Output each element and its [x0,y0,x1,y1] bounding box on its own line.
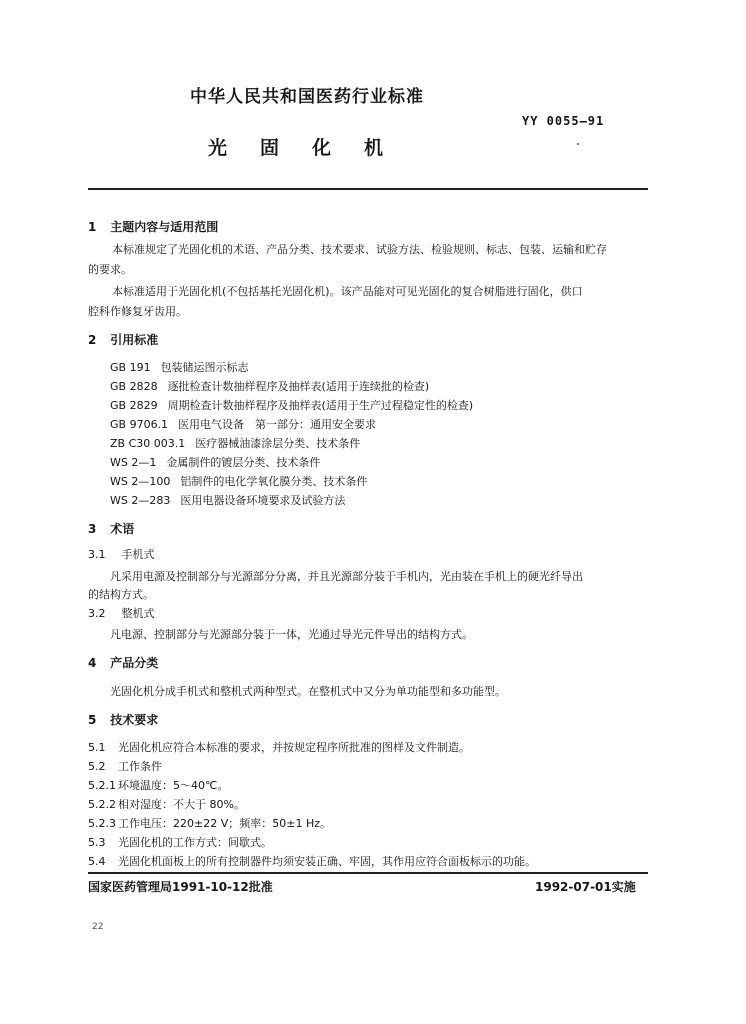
ref-code: WS 2—100 [110,475,171,488]
requirement-item [88,815,331,831]
section-1-paragraph-1 [88,240,648,280]
reference-item [110,416,376,432]
ref-code: GB 2828 [110,380,158,393]
item-text: 相对湿度：不大于 80%。 [118,798,245,811]
item-text: 工作条件 [118,760,162,773]
implementation-date: 1992-07-01实施 [535,880,636,894]
requirement-item [88,758,162,774]
ref-code: WS 2—283 [110,494,171,507]
text-line: 凡电源、控制部分与光源部分装于一体，光通过导光元件导出的结构方式。 [110,628,473,641]
term-number: 3.1 [88,548,106,561]
footer-rule [88,872,648,874]
reference-item [110,378,429,394]
approval-date: 国家医药管理局1991-10-12批准 [88,880,273,894]
page-number: 22 [92,922,104,932]
text-line: 的要求。 [88,263,132,276]
org-title: 中华人民共和国医药行业标准 [190,87,424,107]
term-title: 手机式 [121,548,155,561]
section-title: 主题内容与适用范围 [110,220,219,234]
doc-title: 光固化机 [208,137,417,159]
ref-code: GB 2829 [110,399,158,412]
ref-text: 金属制件的镀层分类、技术条件 [166,456,321,469]
item-text: 光固化机应符合本标准的要求，并按规定程序所批准的图样及文件制造。 [118,741,470,754]
section-2-heading [88,331,158,348]
standard-number: YY 0055—91 [522,114,605,128]
reference-item [110,359,249,375]
header-rule [88,188,648,190]
item-text: 环境温度：5～40℃。 [118,779,229,792]
term-3-1-heading [88,546,155,562]
scan-speck [577,143,579,145]
term-3-2-heading [88,605,155,621]
text-line: 腔科作修复牙齿用。 [88,305,187,318]
ref-text: 周期检查计数抽样程序及抽样表(适用于生产过程稳定性的检查) [167,399,474,412]
item-number: 5.1 [88,741,106,754]
reference-item [110,454,320,470]
section-5-heading [88,711,158,728]
section-title: 产品分类 [110,656,159,670]
item-number: 5.3 [88,836,106,849]
ref-text: 包装储运图示标志 [160,361,249,374]
ref-text: 医用电器设备环境要求及试验方法 [180,494,346,507]
term-number: 3.2 [88,607,106,620]
ref-code: GB 191 [110,361,151,374]
item-number: 5.4 [88,855,106,868]
term-title: 整机式 [121,607,155,620]
section-number: 2 [88,333,97,347]
reference-item [110,435,360,451]
ref-text: 铝制件的电化学氧化膜分类、技术条件 [180,475,368,488]
section-number: 1 [88,220,97,234]
ref-text: 医疗器械油漆涂层分类、技术条件 [195,437,361,450]
section-4-heading [88,654,158,671]
section-number: 3 [88,522,97,536]
item-text: 工作电压：220±22 V；频率：50±1 Hz。 [118,817,331,830]
ref-code: ZB C30 003.1 [110,437,186,450]
requirement-item [88,739,470,755]
ref-text: 逐批检查计数抽样程序及抽样表(适用于连续批的检查) [167,380,430,393]
ref-code: WS 2—1 [110,456,157,469]
item-number: 5.2.3 [88,817,116,830]
section-1-paragraph-2 [88,282,648,322]
item-text: 光固化机面板上的所有控制器件均须安装正确、牢固，其作用应符合面板标示的功能。 [118,855,536,868]
section-title: 引用标准 [110,333,159,347]
requirement-item [88,853,536,869]
item-number: 5.2.1 [88,779,116,792]
item-number: 5.2.2 [88,798,116,811]
text-line: 本标准规定了光固化机的术语、产品分类、技术要求、试验方法、检验规则、标志、包装、运输和贮存 [112,243,607,256]
section-3-heading [88,520,134,537]
section-title: 技术要求 [110,713,159,727]
requirement-item [88,834,272,850]
ref-code: GB 9706.1 [110,418,169,431]
item-number: 5.2 [88,760,106,773]
text-line: 的结构方式。 [88,588,154,601]
reference-item [110,492,345,508]
section-number: 5 [88,713,97,727]
reference-item [110,397,473,413]
text-line: 光固化机分成手机式和整机式两种型式。在整机式中又分为单功能型和多功能型。 [110,685,506,698]
requirement-item [88,796,245,812]
text-line: 本标准适用于光固化机(不包括基托光固化机)。该产品能对可见光固化的复合树脂进行固化，供口 [112,285,583,298]
ref-text: 医用电气设备 第一部分：通用安全要求 [178,418,377,431]
section-title: 术语 [110,522,135,536]
section-number: 4 [88,656,97,670]
requirement-item [88,777,228,793]
reference-item [110,473,367,489]
section-1-heading [88,218,218,235]
item-text: 光固化机的工作方式：间歇式。 [118,836,272,849]
text-line: 凡采用电源及控制部分与光源部分分离，并且光源部分装于手机内，光由装在手机上的硬光纤导出 [110,570,583,583]
